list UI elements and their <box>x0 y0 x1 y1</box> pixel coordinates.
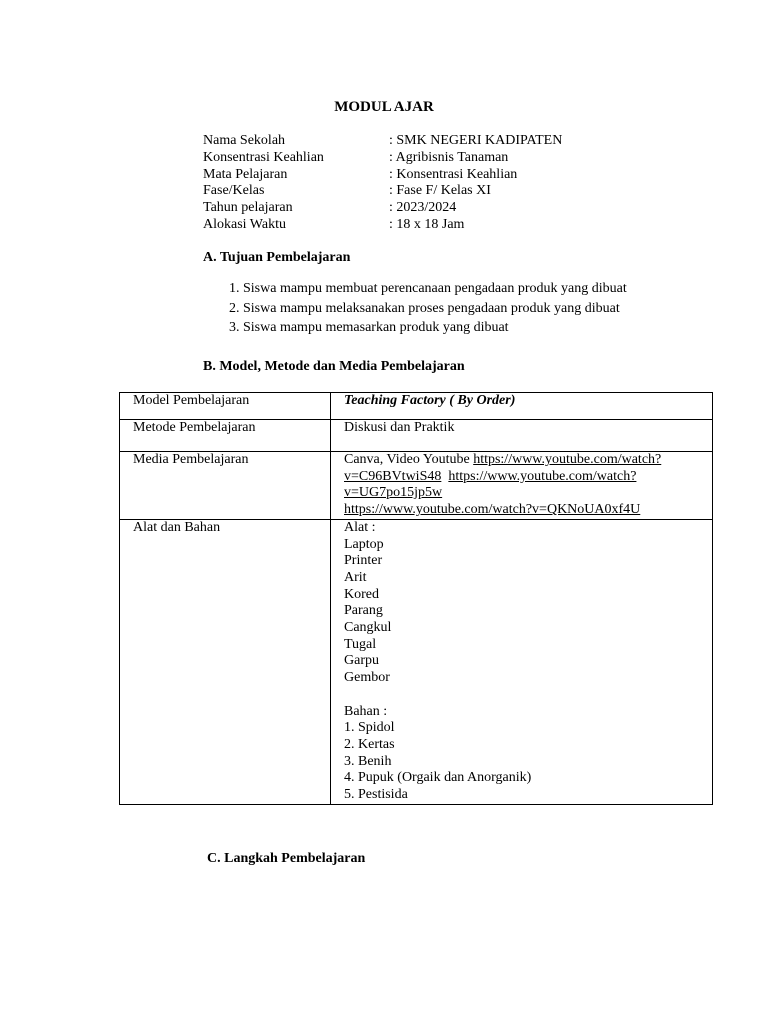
info-value: : Konsentrasi Keahlian <box>389 166 518 182</box>
youtube-link-2[interactable]: https://www.youtube.com/watch? <box>448 468 637 484</box>
materials-heading: Bahan : <box>344 703 388 719</box>
list-item: 5. Pestisida <box>344 787 408 803</box>
info-row-year <box>203 199 562 216</box>
list-item: Tugal <box>344 636 377 652</box>
document-title: MODUL AJAR <box>334 99 434 115</box>
info-value: : Agribisnis Tanaman <box>389 149 509 165</box>
table-cell-label: Media Pembelajaran <box>120 452 331 520</box>
table-cell-value <box>331 452 713 520</box>
media-prefix: Canva, Video Youtube <box>344 452 474 467</box>
list-item: 4. Pupuk (Orgaik dan Anorganik) <box>344 770 532 786</box>
tools-heading: Alat : <box>344 519 376 535</box>
table-cell-label: Alat dan Bahan <box>120 519 331 804</box>
list-item: Gembor <box>344 670 390 686</box>
table-cell-label: Metode Pembelajaran <box>120 420 331 452</box>
table-row-tools <box>120 519 713 804</box>
table-cell-label: Model Pembelajaran <box>120 393 331 420</box>
spacer <box>344 687 712 704</box>
youtube-link-3[interactable]: https://www.youtube.com/watch?v=QKNoUA0xf4U <box>344 502 641 518</box>
info-label: Tahun pelajaran <box>203 200 293 216</box>
table-row-method <box>120 420 713 452</box>
info-row-school <box>203 132 562 149</box>
info-label: Fase/Kelas <box>203 183 265 199</box>
info-row-time <box>203 216 562 233</box>
info-block <box>203 132 562 233</box>
media-line-3 <box>344 485 712 502</box>
list-item: 3. Siswa mampu memasarkan produk yang dibuat <box>229 320 509 336</box>
youtube-link-2-cont[interactable]: v=UG7po15jp5w <box>344 485 443 501</box>
list-item: Cangkul <box>344 620 392 636</box>
list-item: 2. Kertas <box>344 736 395 752</box>
info-value: : 2023/2024 <box>389 200 457 216</box>
info-value: : SMK NEGERI KADIPATEN <box>389 133 563 148</box>
list-item: 1. Siswa mampu membuat perencanaan pengadaan produk yang dibuat <box>229 281 627 296</box>
table-row-media <box>120 452 713 520</box>
list-item: Garpu <box>344 653 379 669</box>
list-item: 1. Spidol <box>344 720 395 736</box>
list-item: Printer <box>344 553 383 569</box>
list-item: Laptop <box>344 536 384 552</box>
youtube-link-1[interactable]: https://www.youtube.com/watch? <box>473 452 662 467</box>
learning-model-table <box>119 392 713 805</box>
section-a-heading: A. Tujuan Pembelajaran <box>203 250 351 265</box>
model-value: Teaching Factory ( By Order) <box>344 393 516 408</box>
media-line-2 <box>344 469 712 486</box>
list-item: 2. Siswa mampu melaksanakan proses pengadaan produk yang dibuat <box>229 300 620 316</box>
table-cell-value <box>331 519 713 804</box>
media-line-1 <box>344 452 712 469</box>
info-value: : 18 x 18 Jam <box>389 216 465 232</box>
list-item: Kored <box>344 586 379 602</box>
info-row-phase <box>203 182 562 199</box>
media-line-4 <box>344 502 712 519</box>
list-item: 3. Benih <box>344 753 392 769</box>
table-row-model <box>120 393 713 420</box>
objectives-list <box>229 280 627 339</box>
info-label: Konsentrasi Keahlian <box>203 149 324 165</box>
info-label: Nama Sekolah <box>203 133 286 148</box>
info-label: Mata Pelajaran <box>203 166 288 182</box>
youtube-link-1-cont[interactable]: v=C96BVtwiS48 <box>344 468 442 484</box>
info-label: Alokasi Waktu <box>203 216 286 232</box>
list-item: Parang <box>344 603 383 619</box>
info-row-concentration <box>203 149 562 166</box>
info-row-subject <box>203 166 562 183</box>
section-b-heading: B. Model, Metode dan Media Pembelajaran <box>203 359 465 374</box>
table-cell-value: Diskusi dan Praktik <box>331 420 713 452</box>
section-c-heading: C. Langkah Pembelajaran <box>207 851 366 866</box>
table-cell-value <box>331 393 713 420</box>
list-item: Arit <box>344 569 367 585</box>
info-value: : Fase F/ Kelas XI <box>389 183 491 199</box>
